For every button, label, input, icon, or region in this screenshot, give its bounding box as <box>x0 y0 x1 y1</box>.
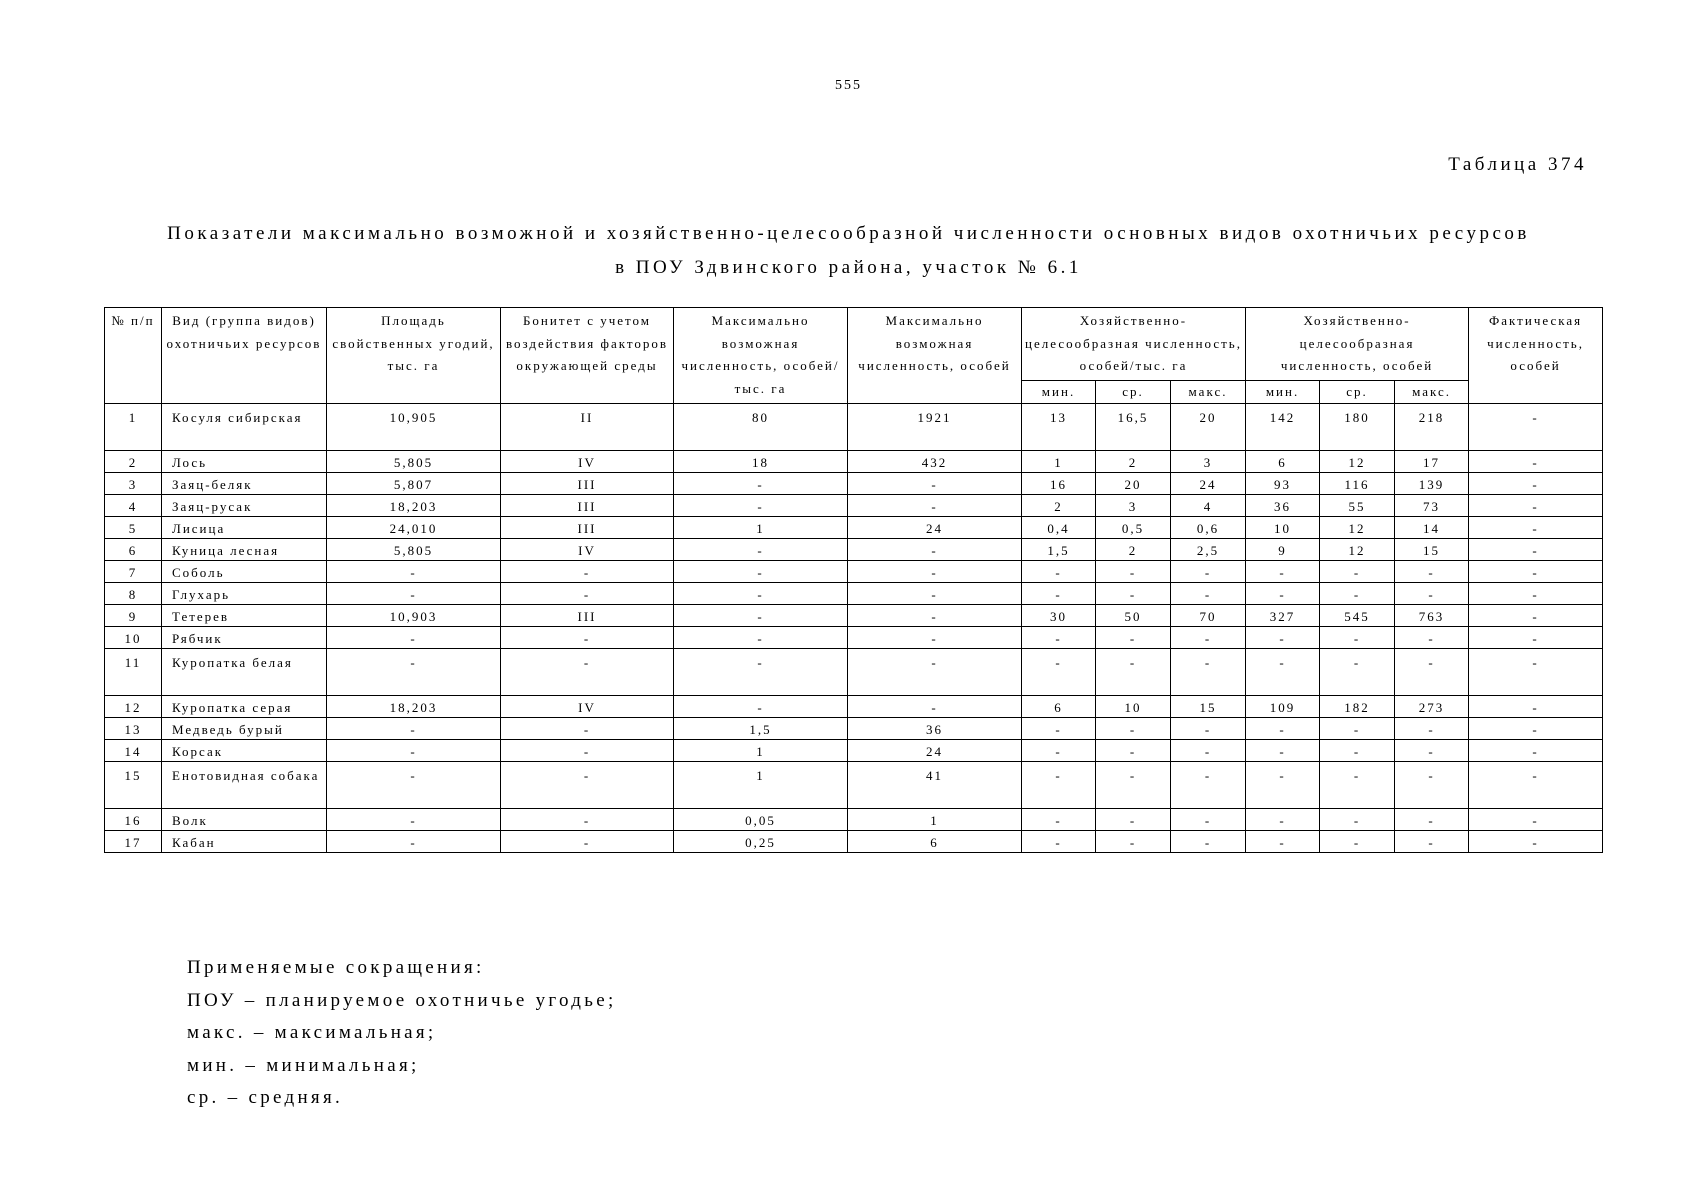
table-row <box>105 695 1603 717</box>
max-count-value: - <box>848 604 1022 626</box>
econ-density-min: - <box>1022 761 1096 808</box>
econ-density-max: - <box>1171 808 1246 830</box>
header-actual: Фактическая численность, особей <box>1469 308 1603 404</box>
row-number: 2 <box>105 450 162 472</box>
bonitet-value: - <box>501 582 674 604</box>
econ-count-min: 93 <box>1246 472 1320 494</box>
header-econ-count-max: макс. <box>1395 380 1469 403</box>
header-econ-count: Хозяйственно-целесообразная численность, особей <box>1246 308 1469 381</box>
econ-density-avg: - <box>1096 648 1171 695</box>
econ-count-max: 14 <box>1395 516 1469 538</box>
actual-count: - <box>1469 560 1603 582</box>
econ-count-avg: - <box>1320 582 1395 604</box>
econ-density-min: 2 <box>1022 494 1096 516</box>
row-number: 3 <box>105 472 162 494</box>
row-number: 10 <box>105 626 162 648</box>
max-count-value: - <box>848 472 1022 494</box>
species-name: Тетерев <box>162 604 327 626</box>
econ-density-max: - <box>1171 560 1246 582</box>
econ-count-min: - <box>1246 717 1320 739</box>
species-name: Волк <box>162 808 327 830</box>
area-value: - <box>327 717 501 739</box>
econ-count-min: - <box>1246 808 1320 830</box>
econ-count-max: - <box>1395 560 1469 582</box>
bonitet-value: III <box>501 472 674 494</box>
bonitet-value: III <box>501 516 674 538</box>
econ-count-avg: 12 <box>1320 516 1395 538</box>
row-number: 4 <box>105 494 162 516</box>
max-count-value: - <box>848 494 1022 516</box>
table-row <box>105 472 1603 494</box>
actual-count: - <box>1469 830 1603 852</box>
econ-density-max: 4 <box>1171 494 1246 516</box>
actual-count: - <box>1469 516 1603 538</box>
econ-count-max: 139 <box>1395 472 1469 494</box>
econ-density-min: - <box>1022 626 1096 648</box>
header-area: Площадь свойственных угодий, тыс. га <box>327 308 501 404</box>
actual-count: - <box>1469 403 1603 450</box>
econ-density-avg: 0,5 <box>1096 516 1171 538</box>
bonitet-value: IV <box>501 450 674 472</box>
econ-count-avg: 116 <box>1320 472 1395 494</box>
bonitet-value: - <box>501 626 674 648</box>
page-number: 555 <box>835 78 862 93</box>
row-number: 13 <box>105 717 162 739</box>
header-species: Вид (группа видов) охотничьих ресурсов <box>162 308 327 404</box>
econ-count-avg: - <box>1320 626 1395 648</box>
species-name: Куропатка серая <box>162 695 327 717</box>
econ-density-avg: - <box>1096 560 1171 582</box>
table-row <box>105 560 1603 582</box>
econ-count-max: 73 <box>1395 494 1469 516</box>
row-number: 7 <box>105 560 162 582</box>
econ-count-max: - <box>1395 830 1469 852</box>
econ-density-min: - <box>1022 808 1096 830</box>
max-density-value: 80 <box>674 403 848 450</box>
econ-density-avg: 2 <box>1096 450 1171 472</box>
max-density-value: - <box>674 582 848 604</box>
econ-density-max: 24 <box>1171 472 1246 494</box>
table-row <box>105 516 1603 538</box>
econ-count-min: 10 <box>1246 516 1320 538</box>
area-value: - <box>327 626 501 648</box>
actual-count: - <box>1469 808 1603 830</box>
actual-count: - <box>1469 648 1603 695</box>
econ-count-avg: 545 <box>1320 604 1395 626</box>
species-name: Глухарь <box>162 582 327 604</box>
area-value: - <box>327 560 501 582</box>
actual-count: - <box>1469 761 1603 808</box>
max-density-value: - <box>674 695 848 717</box>
actual-count: - <box>1469 582 1603 604</box>
max-density-value: - <box>674 604 848 626</box>
econ-count-max: - <box>1395 582 1469 604</box>
max-count-value: 432 <box>848 450 1022 472</box>
row-number: 1 <box>105 403 162 450</box>
bonitet-value: II <box>501 403 674 450</box>
econ-density-max: 70 <box>1171 604 1246 626</box>
econ-density-min: - <box>1022 830 1096 852</box>
econ-density-min: 6 <box>1022 695 1096 717</box>
bonitet-value: - <box>501 717 674 739</box>
abbreviation-item: мин. – минимальная; <box>187 1054 420 1076</box>
econ-density-avg: - <box>1096 626 1171 648</box>
area-value: 18,203 <box>327 695 501 717</box>
header-econ-density-max: макс. <box>1171 380 1246 403</box>
econ-count-min: 6 <box>1246 450 1320 472</box>
table-row <box>105 538 1603 560</box>
table-row <box>105 403 1603 450</box>
max-count-value: 1921 <box>848 403 1022 450</box>
table-row <box>105 494 1603 516</box>
econ-density-min: 1 <box>1022 450 1096 472</box>
econ-count-max: - <box>1395 739 1469 761</box>
max-count-value: - <box>848 648 1022 695</box>
max-density-value: - <box>674 626 848 648</box>
area-value: 10,905 <box>327 403 501 450</box>
econ-density-min: - <box>1022 582 1096 604</box>
actual-count: - <box>1469 494 1603 516</box>
econ-density-min: - <box>1022 648 1096 695</box>
econ-count-min: - <box>1246 761 1320 808</box>
max-density-value: 0,05 <box>674 808 848 830</box>
econ-density-min: 30 <box>1022 604 1096 626</box>
econ-count-max: 273 <box>1395 695 1469 717</box>
abbreviation-item: ср. – средняя. <box>187 1087 344 1108</box>
species-name: Заяц-беляк <box>162 472 327 494</box>
max-count-value: - <box>848 538 1022 560</box>
row-number: 16 <box>105 808 162 830</box>
econ-density-avg: - <box>1096 830 1171 852</box>
econ-count-min: - <box>1246 626 1320 648</box>
abbreviations-heading: Применяемые сокращения: <box>187 957 485 978</box>
econ-count-avg: 12 <box>1320 538 1395 560</box>
header-num: № п/п <box>105 308 162 404</box>
species-name: Кабан <box>162 830 327 852</box>
econ-density-min: - <box>1022 717 1096 739</box>
econ-density-max: - <box>1171 717 1246 739</box>
econ-density-max: 15 <box>1171 695 1246 717</box>
actual-count: - <box>1469 695 1603 717</box>
econ-density-avg: 20 <box>1096 472 1171 494</box>
species-name: Медведь бурый <box>162 717 327 739</box>
econ-count-avg: - <box>1320 761 1395 808</box>
econ-density-avg: - <box>1096 739 1171 761</box>
table-row <box>105 626 1603 648</box>
header-max-density: Максимально возможная численность, особей/тыс. га <box>674 308 848 404</box>
table-row <box>105 808 1603 830</box>
actual-count: - <box>1469 626 1603 648</box>
row-number: 8 <box>105 582 162 604</box>
area-value: - <box>327 582 501 604</box>
table-label: Таблица 374 <box>1448 154 1587 175</box>
econ-density-avg: - <box>1096 761 1171 808</box>
econ-count-avg: - <box>1320 739 1395 761</box>
species-name: Лисица <box>162 516 327 538</box>
max-count-value: - <box>848 582 1022 604</box>
max-density-value: 1 <box>674 761 848 808</box>
header-econ-density: Хозяйственно-целесообразная численность, особей/тыс. га <box>1022 308 1246 381</box>
bonitet-value: - <box>501 648 674 695</box>
max-count-value: 1 <box>848 808 1022 830</box>
header-econ-density-min: мин. <box>1022 380 1096 403</box>
econ-count-min: 327 <box>1246 604 1320 626</box>
table-header <box>105 308 1603 404</box>
econ-count-max: 763 <box>1395 604 1469 626</box>
econ-density-avg: 50 <box>1096 604 1171 626</box>
econ-density-min: - <box>1022 739 1096 761</box>
econ-density-max: 20 <box>1171 403 1246 450</box>
area-value: - <box>327 830 501 852</box>
area-value: - <box>327 761 501 808</box>
area-value: - <box>327 808 501 830</box>
abbreviation-item: макс. – максимальная; <box>187 1022 437 1043</box>
econ-count-max: - <box>1395 717 1469 739</box>
species-name: Рябчик <box>162 626 327 648</box>
econ-count-max: - <box>1395 761 1469 808</box>
econ-count-min: 142 <box>1246 403 1320 450</box>
econ-density-avg: - <box>1096 582 1171 604</box>
header-bonitet: Бонитет с учетом воздействия факторов окружающей среды <box>501 308 674 404</box>
max-count-value: - <box>848 695 1022 717</box>
econ-count-max: - <box>1395 808 1469 830</box>
species-name: Куница лесная <box>162 538 327 560</box>
econ-density-max: - <box>1171 830 1246 852</box>
area-value: 5,805 <box>327 538 501 560</box>
econ-density-max: - <box>1171 739 1246 761</box>
area-value: 24,010 <box>327 516 501 538</box>
row-number: 5 <box>105 516 162 538</box>
econ-count-min: 36 <box>1246 494 1320 516</box>
econ-density-avg: 2 <box>1096 538 1171 560</box>
max-density-value: - <box>674 560 848 582</box>
table-title-line-1: Показатели максимально возможной и хозяйственно-целесообразной численности основных видов охотничьих ресурсов <box>167 223 1530 244</box>
actual-count: - <box>1469 450 1603 472</box>
bonitet-value: - <box>501 739 674 761</box>
table-title-line-2: в ПОУ Здвинского района, участок № 6.1 <box>615 257 1082 278</box>
bonitet-value: IV <box>501 538 674 560</box>
bonitet-value: III <box>501 604 674 626</box>
max-density-value: 1,5 <box>674 717 848 739</box>
econ-count-avg: - <box>1320 717 1395 739</box>
actual-count: - <box>1469 538 1603 560</box>
econ-count-avg: - <box>1320 560 1395 582</box>
area-value: - <box>327 739 501 761</box>
table-row <box>105 582 1603 604</box>
econ-count-avg: 182 <box>1320 695 1395 717</box>
header-econ-count-avg: ср. <box>1320 380 1395 403</box>
header-econ-count-min: мин. <box>1246 380 1320 403</box>
max-density-value: 0,25 <box>674 830 848 852</box>
header-econ-density-avg: ср. <box>1096 380 1171 403</box>
table-row <box>105 604 1603 626</box>
row-number: 12 <box>105 695 162 717</box>
econ-count-max: - <box>1395 626 1469 648</box>
actual-count: - <box>1469 472 1603 494</box>
max-density-value: 1 <box>674 739 848 761</box>
max-density-value: - <box>674 648 848 695</box>
abbreviations-note <box>187 952 617 1115</box>
row-number: 11 <box>105 648 162 695</box>
econ-count-max: 218 <box>1395 403 1469 450</box>
econ-count-min: 109 <box>1246 695 1320 717</box>
bonitet-value: - <box>501 560 674 582</box>
econ-count-avg: 12 <box>1320 450 1395 472</box>
max-density-value: - <box>674 472 848 494</box>
max-density-value: - <box>674 538 848 560</box>
area-value: 18,203 <box>327 494 501 516</box>
area-value: - <box>327 648 501 695</box>
abbreviation-item: ПОУ – планируемое охотничье угодье; <box>187 989 617 1011</box>
row-number: 17 <box>105 830 162 852</box>
econ-count-avg: - <box>1320 648 1395 695</box>
table-row <box>105 450 1603 472</box>
econ-density-avg: 10 <box>1096 695 1171 717</box>
econ-count-avg: - <box>1320 830 1395 852</box>
max-count-value: 6 <box>848 830 1022 852</box>
bonitet-value: IV <box>501 695 674 717</box>
area-value: 5,807 <box>327 472 501 494</box>
table-row <box>105 761 1603 808</box>
table-row <box>105 739 1603 761</box>
species-name: Енотовидная собака <box>162 761 327 808</box>
table-row <box>105 830 1603 852</box>
econ-count-min: 9 <box>1246 538 1320 560</box>
table-title <box>60 217 1637 285</box>
species-name: Косуля сибирская <box>162 403 327 450</box>
bonitet-value: - <box>501 830 674 852</box>
species-name: Куропатка белая <box>162 648 327 695</box>
area-value: 5,805 <box>327 450 501 472</box>
bonitet-value: - <box>501 761 674 808</box>
max-density-value: 1 <box>674 516 848 538</box>
econ-density-min: 0,4 <box>1022 516 1096 538</box>
header-max-count: Максимально возможная численность, особей <box>848 308 1022 404</box>
econ-density-avg: - <box>1096 808 1171 830</box>
econ-density-avg: 16,5 <box>1096 403 1171 450</box>
econ-density-max: - <box>1171 648 1246 695</box>
species-name: Корсак <box>162 739 327 761</box>
table-row <box>105 648 1603 695</box>
econ-count-min: - <box>1246 739 1320 761</box>
species-name: Заяц-русак <box>162 494 327 516</box>
table-row <box>105 717 1603 739</box>
max-count-value: 24 <box>848 516 1022 538</box>
max-count-value: 41 <box>848 761 1022 808</box>
econ-count-min: - <box>1246 830 1320 852</box>
actual-count: - <box>1469 717 1603 739</box>
econ-density-max: - <box>1171 761 1246 808</box>
econ-density-avg: 3 <box>1096 494 1171 516</box>
econ-count-min: - <box>1246 648 1320 695</box>
bonitet-value: III <box>501 494 674 516</box>
row-number: 9 <box>105 604 162 626</box>
max-density-value: - <box>674 494 848 516</box>
econ-density-min: 13 <box>1022 403 1096 450</box>
econ-density-min: - <box>1022 560 1096 582</box>
econ-density-max: - <box>1171 582 1246 604</box>
econ-count-max: - <box>1395 648 1469 695</box>
econ-count-max: 17 <box>1395 450 1469 472</box>
actual-count: - <box>1469 604 1603 626</box>
max-count-value: 24 <box>848 739 1022 761</box>
econ-density-max: - <box>1171 626 1246 648</box>
econ-density-avg: - <box>1096 717 1171 739</box>
econ-density-max: 3 <box>1171 450 1246 472</box>
species-name: Лось <box>162 450 327 472</box>
max-count-value: - <box>848 560 1022 582</box>
econ-count-avg: 55 <box>1320 494 1395 516</box>
max-density-value: 18 <box>674 450 848 472</box>
row-number: 15 <box>105 761 162 808</box>
econ-density-min: 1,5 <box>1022 538 1096 560</box>
table-body <box>105 403 1603 852</box>
row-number: 14 <box>105 739 162 761</box>
econ-count-avg: - <box>1320 808 1395 830</box>
econ-count-avg: 180 <box>1320 403 1395 450</box>
species-name: Соболь <box>162 560 327 582</box>
econ-count-max: 15 <box>1395 538 1469 560</box>
econ-count-min: - <box>1246 582 1320 604</box>
econ-count-min: - <box>1246 560 1320 582</box>
area-value: 10,903 <box>327 604 501 626</box>
max-count-value: 36 <box>848 717 1022 739</box>
econ-density-max: 0,6 <box>1171 516 1246 538</box>
population-table <box>104 307 1603 853</box>
actual-count: - <box>1469 739 1603 761</box>
econ-density-max: 2,5 <box>1171 538 1246 560</box>
bonitet-value: - <box>501 808 674 830</box>
econ-density-min: 16 <box>1022 472 1096 494</box>
row-number: 6 <box>105 538 162 560</box>
max-count-value: - <box>848 626 1022 648</box>
